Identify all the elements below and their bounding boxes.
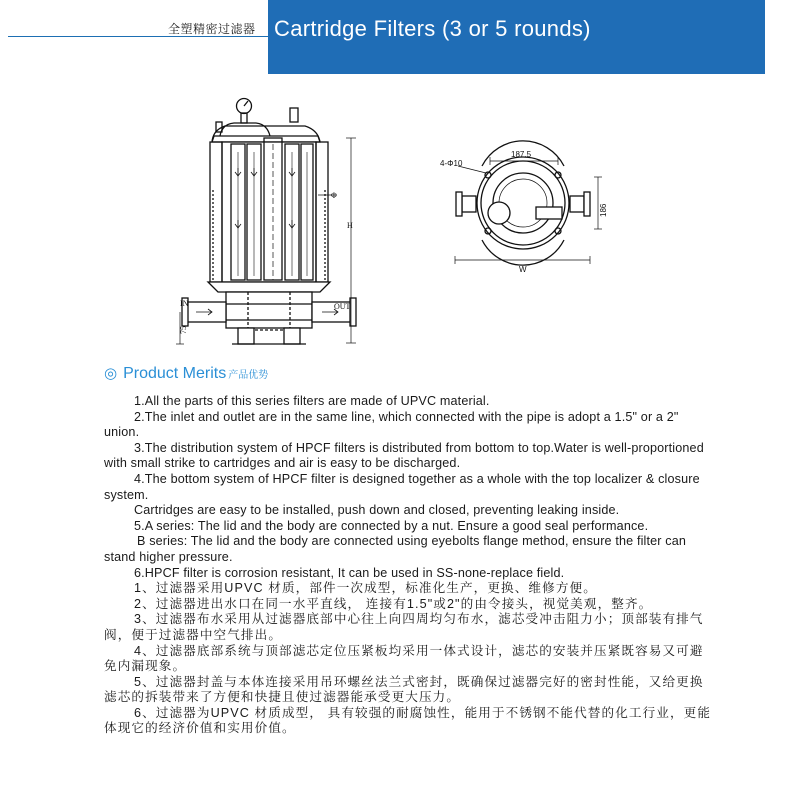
product-merits-heading bbox=[104, 364, 268, 383]
merit-paragraph: B series: The lid and the body are connected using eyebolts flange method, ensure the filter can stand higher pressure. bbox=[104, 534, 687, 564]
header-banner bbox=[268, 0, 765, 74]
merit-paragraph: Cartridges are easy to be installed, push down and closed, preventing leaking inside. bbox=[134, 503, 620, 518]
label-75: 75 bbox=[179, 326, 188, 334]
merit-paragraph: 2、过滤器进出水口在同一水平直线， 连接有1.5"或2"的由令接头，视觉美观，整齐。 bbox=[134, 596, 653, 611]
merit-paragraph: 3、过滤器布水采用从过滤器底部中心往上向四周均匀布水，滤芯受冲击阻力小；顶部装有排气阀，便于过滤器中空气排出。 bbox=[104, 612, 704, 642]
merits-title-cn: 产品优势 bbox=[228, 370, 269, 381]
label-h: H bbox=[347, 221, 353, 230]
merit-paragraph: 2.The inlet and outlet are in the same line, which connected with the pipe is adopt a 1.5" or a 2" union. bbox=[104, 409, 679, 440]
merit-paragraph: 5、过滤器封盖与本体连接采用吊环螺丝法兰式密封，既确保过滤器完好的密封性能，又给更换滤芯的拆装带来了方便和快捷且使过滤器能承受更大压力。 bbox=[104, 674, 704, 705]
label-holes: 4-Φ10 bbox=[440, 159, 463, 168]
label-out: OUT bbox=[334, 302, 351, 311]
merit-paragraph: 1、过滤器采用UPVC 材质，部件一次成型，标准化生产，更换、维修方便。 bbox=[134, 581, 597, 596]
label-w: W bbox=[519, 265, 527, 274]
label-186: 186 bbox=[599, 203, 608, 217]
merit-paragraph: 4.The bottom system of HPCF filter is designed together as a whole with the top localizer & closure system. bbox=[104, 471, 700, 502]
merits-title-en: Product Merits bbox=[123, 365, 227, 382]
label-187: 187.5 bbox=[511, 150, 532, 159]
label-phi: Φ bbox=[331, 191, 337, 200]
label-in: IN bbox=[180, 299, 189, 308]
merits-list bbox=[104, 394, 714, 737]
merit-paragraph: 5.A series: The lid and the body are connected by a nut. Ensure a good seal performance. bbox=[134, 518, 649, 533]
header-cn-label: 全塑精密过滤器 bbox=[168, 22, 256, 36]
merit-paragraph: 4、过滤器底部系统与顶部滤芯定位压紧板均采用一体式设计，滤芯的安装并压紧既容易又可避免内漏现象。 bbox=[104, 643, 704, 674]
pressure-gauge-icon bbox=[237, 99, 252, 124]
merit-paragraph: 3.The distribution system of HPCF filters is distributed from bottom to top.Water is well-proportioned with small strike to cartridges and air is easy to be discharged. bbox=[104, 440, 704, 471]
filter-top-view bbox=[455, 141, 602, 265]
merit-paragraph: 6、过滤器为UPVC 材质成型， 具有较强的耐腐蚀性，能用于不锈钢不能代替的化工行业，更能体现它的经济价值和实用价值。 bbox=[104, 705, 712, 736]
technical-drawing bbox=[0, 80, 790, 360]
merit-paragraph: 1.All the parts of this series filters are made of UPVC material. bbox=[134, 394, 490, 408]
circle-dot-icon: ◎ bbox=[104, 365, 118, 382]
merit-paragraph: 6.HPCF filter is corrosion resistant, It can be used in SS-none-replace field. bbox=[134, 565, 565, 580]
filter-side-view bbox=[176, 99, 356, 345]
page-title: Cartridge Filters (3 or 5 rounds) bbox=[274, 16, 591, 41]
